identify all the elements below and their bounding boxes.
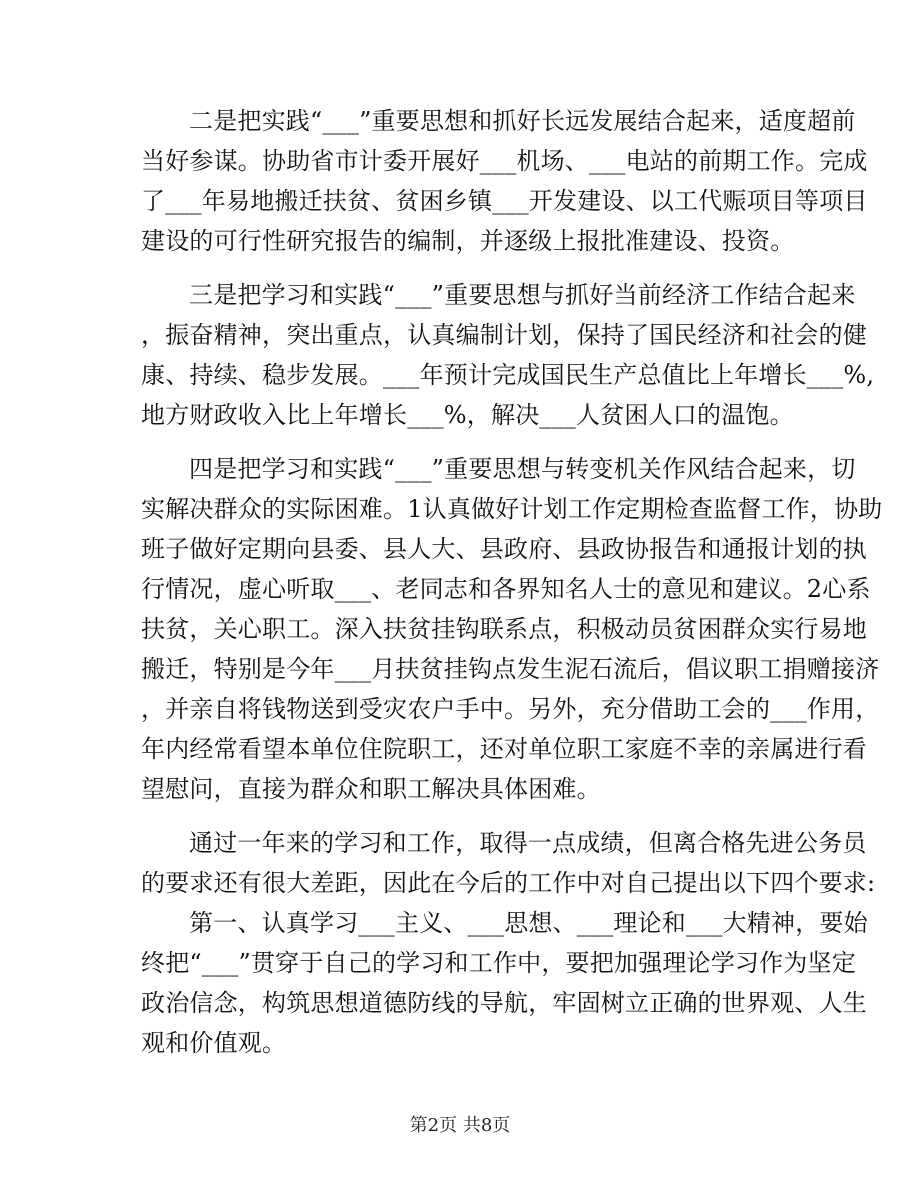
paragraph-line: 终把“___”贯穿于自己的学习和工作中，要把加强理论学习作为坚定 <box>141 949 856 977</box>
paragraph-line: 望慰问，直接为群众和职工解决具体困难。 <box>141 775 601 803</box>
paragraph-line: 的要求还有很大差距，因此在今后的工作中对自己提出以下四个要求: <box>141 869 876 897</box>
paragraph-line: 建设的可行性研究报告的编制，并逐级上报批准建设、投资。 <box>141 227 795 255</box>
paragraph-line: 第一、认真学习___主义、___思想、___理论和___大精神，要始 <box>189 909 868 937</box>
paragraph-line: 行情况，虚心听取___、老同志和各界知名人士的意见和建议。2心系 <box>141 575 871 603</box>
document-body <box>141 101 883 1063</box>
paragraph-line: 实解决群众的实际困难。1认真做好计划工作定期检查监督工作，协助 <box>141 495 883 523</box>
paragraph-line: 了___年易地搬迁扶贫、贫困乡镇___开发建设、以工代赈项目等项目 <box>141 187 868 215</box>
paragraph-3 <box>141 449 883 809</box>
paragraph-spacer <box>141 809 781 823</box>
paragraph-spacer <box>141 261 781 275</box>
paragraph-1 <box>141 101 868 261</box>
paragraph-5 <box>141 903 868 1063</box>
paragraph-line: 当好参谋。协助省市计委开展好___机场、___电站的前期工作。完成 <box>141 147 868 175</box>
paragraph-line: 通过一年来的学习和工作，取得一点成绩，但离合格先进公务员 <box>189 829 867 857</box>
paragraph-line: 政治信念，构筑思想道德防线的导航，牢固树立正确的世界观、人生 <box>141 989 867 1017</box>
paragraph-line: ，振奋精神，突出重点，认真编制计划，保持了国民经济和社会的健 <box>141 321 867 349</box>
paragraph-line: 康、持续、稳步发展。___年预计完成国民生产总值比上年增长___%, <box>141 361 875 389</box>
paragraph-2 <box>141 275 875 435</box>
paragraph-line: 班子做好定期向县委、县人大、县政府、县政协报告和通报计划的执 <box>141 535 867 563</box>
paragraph-line: 扶贫，关心职工。深入扶贫挂钩联系点，积极动员贫困群众实行易地 <box>141 615 867 643</box>
paragraph-line: 地方财政收入比上年增长___%，解决___人贫困人口的温饱。 <box>141 401 794 429</box>
paragraph-spacer <box>141 435 781 449</box>
page-number-footer: 第2页 共8页 <box>409 1115 511 1136</box>
paragraph-line: 搬迁，特别是今年___月扶贫挂钩点发生泥石流后，倡议职工捐赠接济 <box>141 655 880 683</box>
paragraph-line: 三是把学习和实践“___”重要思想与抓好当前经济工作结合起来 <box>189 281 856 309</box>
paragraph-line: 四是把学习和实践“___”重要思想与转变机关作风结合起来，切 <box>189 455 856 483</box>
paragraph-line: 二是把实践“___”重要思想和抓好长远发展结合起来，适度超前 <box>189 107 856 135</box>
paragraph-line: 观和价值观。 <box>141 1029 287 1057</box>
paragraph-4 <box>141 823 876 903</box>
paragraph-line: ，并亲自将钱物送到受灾农户手中。另外，充分借助工会的___作用， <box>141 695 880 723</box>
paragraph-line: 年内经常看望本单位住院职工，还对单位职工家庭不幸的亲属进行看 <box>141 735 867 763</box>
